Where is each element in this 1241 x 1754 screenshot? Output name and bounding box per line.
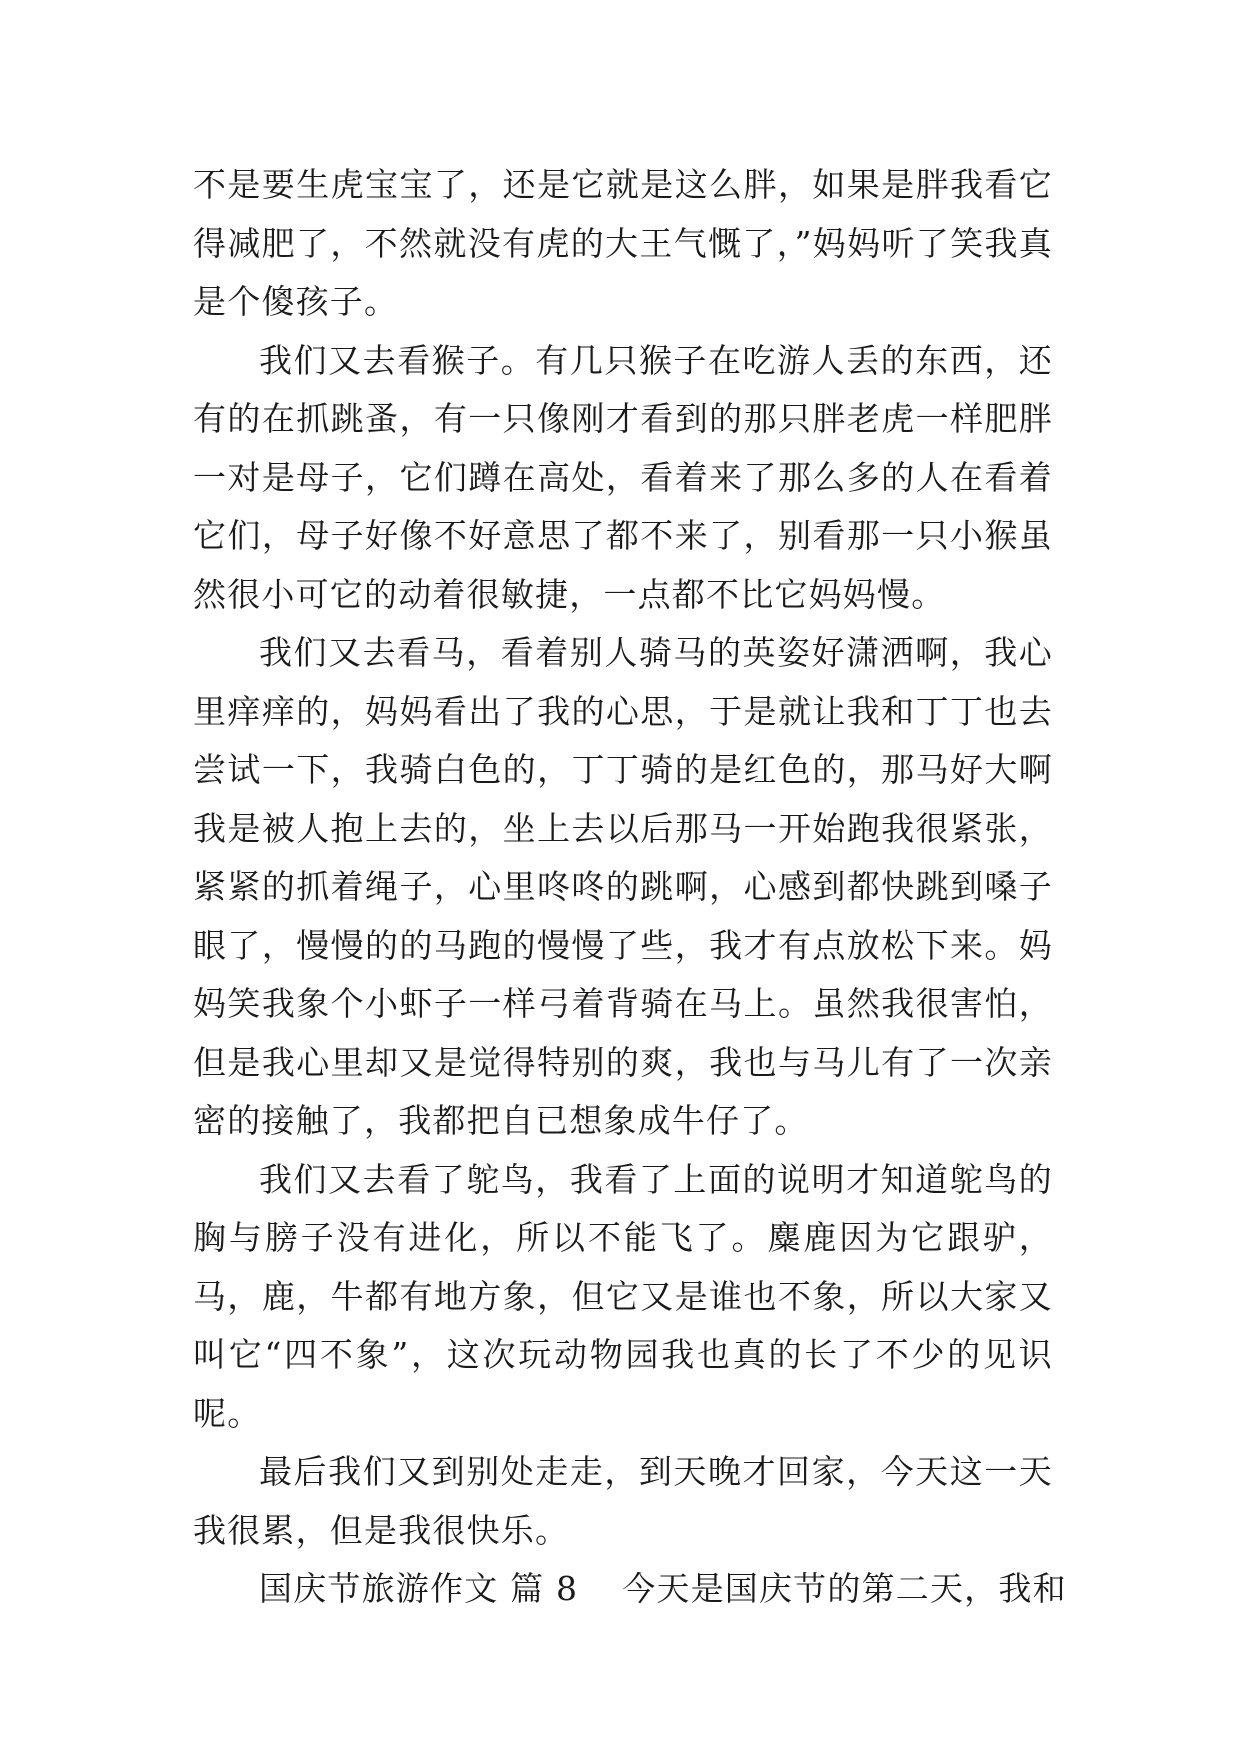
paragraph-horse-riding: 我们又去看马，看着别人骑马的英姿好潇洒啊，我心里痒痒的，妈妈看出了我的心思，于是就让我和丁丁也去尝试一下，我骑白色的，丁丁骑的是红色的，那马好大啊我是被人抱上去的，坐上去以后那马一开始跑我很紧张，紧紧的抓着绳子，心里咚咚的跳啊，心感到都快跳到嗓子眼了，慢慢的的马跑的慢慢了些，我才有点放松下来。妈妈笑我象个小虾子一样弓着背骑在马上。虽然我很害怕，但是我心里却又是觉得特别的爽，我也与马儿有了一次亲密的接触了，我都把自已想象成牛仔了。: [193, 633, 1053, 1140]
section-heading: 国庆节旅游作文 篇 8: [259, 1569, 579, 1608]
body-text: [193, 156, 1067, 1619]
paragraph-monkeys: 我们又去看猴子。有几只猴子在吃游人丢的东西，还有的在抓跳蚤，有一只像刚才看到的那只胖老虎一样肥胖一对是母子，它们蹲在高处，看着来了那么多的人在看着它们，母子好像不好意思了都不来了，别看那一只小猴虽然很小可它的动着很敏捷，一点都不比它妈妈慢。: [193, 340, 1053, 614]
section-heading-line: [193, 1560, 1067, 1619]
paragraph-ostrich: 我们又去看了鸵鸟，我看了上面的说明才知道鸵鸟的胸与膀子没有进化，所以不能飞了。麋鹿因为它跟驴，马，鹿，牛都有地方象，但它又是谁也不象，所以大家又叫它“四不象”，这次玩动物园我也真的长了不少的见识呢。: [193, 1159, 1053, 1433]
paragraph-ending: 最后我们又到别处走走，到天晚才回家，今天这一天我很累，但是我很快乐。: [193, 1452, 1053, 1550]
section-first-text: 今天是国庆节的第二天，我和: [622, 1569, 1067, 1608]
paragraph-continued: 不是要生虎宝宝了，还是它就是这么胖，如果是胖我看它得减肥了，不然就没有虎的大王气慨了，”妈妈听了笑我真是个傻孩子。: [193, 165, 1053, 321]
